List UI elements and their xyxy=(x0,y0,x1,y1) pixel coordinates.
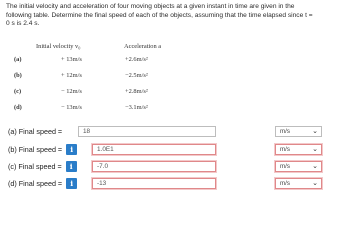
answer-row-b xyxy=(8,143,77,156)
problem-statement xyxy=(6,3,344,29)
info-icon[interactable]: i xyxy=(66,178,77,189)
info-icon[interactable]: i xyxy=(66,161,77,172)
row-label-c: (c) xyxy=(14,88,22,95)
answer-input-b[interactable]: 1.0E1 xyxy=(92,144,216,155)
answer-input-a[interactable]: 18 xyxy=(78,126,216,137)
unit-select-c[interactable] xyxy=(275,161,322,172)
chevron-down-icon: ⌄ xyxy=(312,180,318,187)
row-label-b: (b) xyxy=(14,72,22,79)
answer-input-d[interactable]: -13 xyxy=(92,178,216,189)
row-a-acceleration: +2.6m/s² xyxy=(125,56,148,63)
chevron-down-icon: ⌄ xyxy=(312,146,318,153)
row-d-initial-velocity: − 13m/s xyxy=(61,104,82,111)
header-initial-velocity: Initial velocity v₀ xyxy=(36,43,81,50)
answer-input-c[interactable]: -7.0 xyxy=(92,161,216,172)
problem-line-1: The initial velocity and acceleration of four moving objects at a given instant in time are given in the xyxy=(6,3,295,10)
row-b-acceleration: −2.5m/s² xyxy=(125,72,148,79)
answer-label-d: (d) Final speed = xyxy=(8,179,63,188)
row-c-initial-velocity: − 12m/s xyxy=(61,88,82,95)
row-a-initial-velocity: + 13m/s xyxy=(61,56,82,63)
unit-select-b[interactable] xyxy=(275,144,322,155)
unit-select-a[interactable] xyxy=(275,126,322,137)
unit-select-d-value: m/s xyxy=(280,180,290,187)
problem-line-3: 0 s is 2.4 s. xyxy=(6,20,40,28)
answer-label-a: (a) Final speed = xyxy=(8,127,63,136)
unit-select-a-value: m/s xyxy=(280,128,290,135)
chevron-down-icon: ⌄ xyxy=(312,163,318,170)
row-label-a: (a) xyxy=(14,56,22,63)
unit-select-d[interactable] xyxy=(275,178,322,189)
answer-label-c: (c) Final speed = xyxy=(8,162,62,171)
unit-select-b-value: m/s xyxy=(280,146,290,153)
answer-label-b: (b) Final speed = xyxy=(8,145,63,154)
row-label-d: (d) xyxy=(14,104,22,111)
answer-row-d xyxy=(8,177,77,190)
row-b-initial-velocity: + 12m/s xyxy=(61,72,82,79)
row-c-acceleration: +2.8m/s² xyxy=(125,88,148,95)
unit-select-c-value: m/s xyxy=(280,163,290,170)
row-d-acceleration: −3.1m/s² xyxy=(125,104,148,111)
header-acceleration: Acceleration a xyxy=(124,43,162,50)
answer-row-a xyxy=(8,125,62,138)
problem-line-2: following table. Determine the final speed of each of the objects, assuming that the time elapsed since t = xyxy=(6,11,313,19)
answer-row-c xyxy=(8,160,77,173)
chevron-down-icon: ⌄ xyxy=(312,128,318,135)
info-icon[interactable]: i xyxy=(66,144,77,155)
